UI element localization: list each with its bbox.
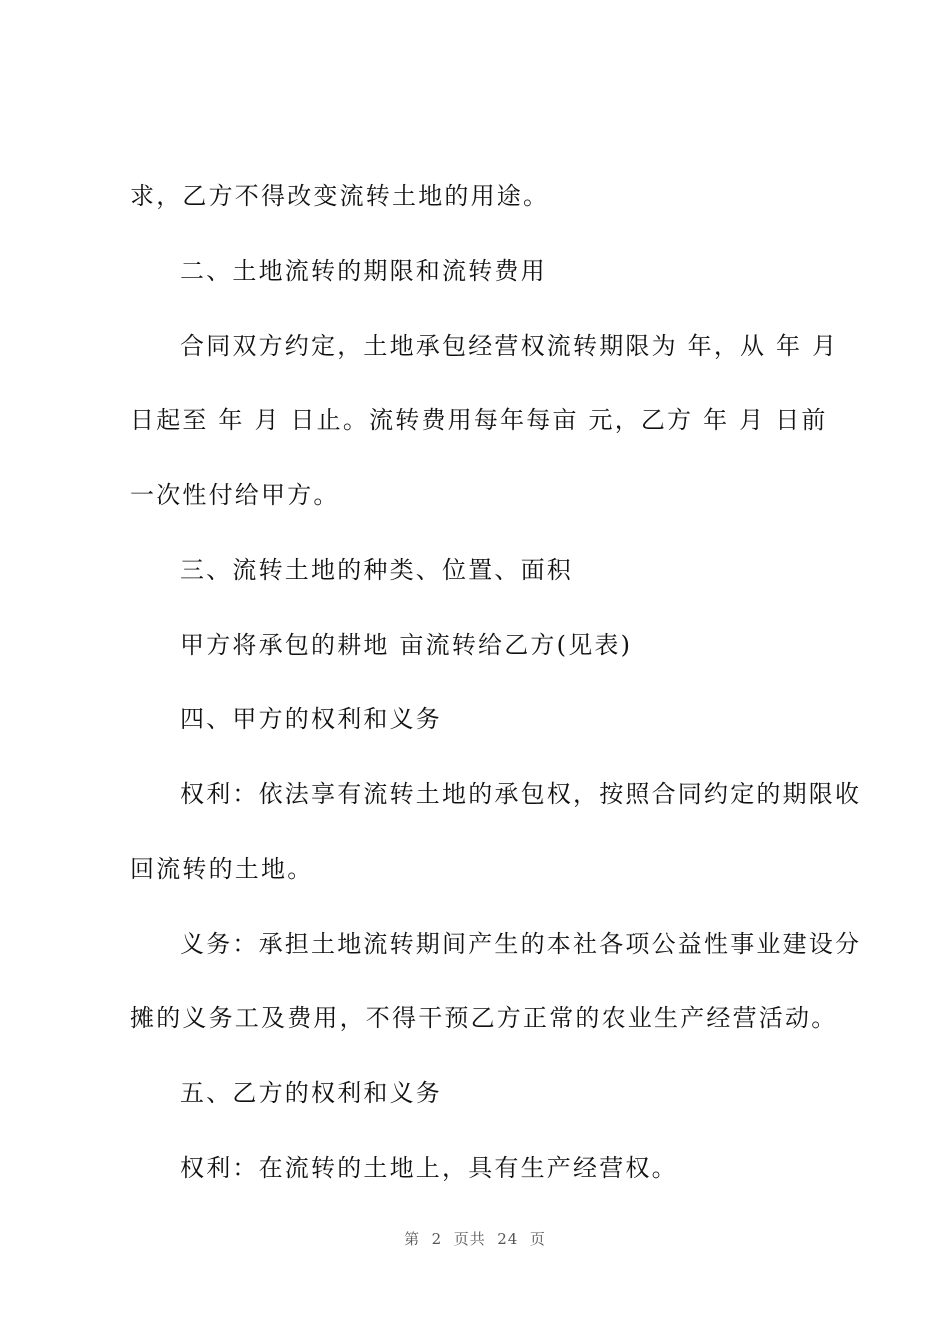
text-line: 甲方将承包的耕地 亩流转给乙方(见表) — [180, 631, 633, 659]
text-line: 权利：在流转的土地上，具有生产经营权。 — [180, 1154, 678, 1182]
text-line: 求，乙方不得改变流转土地的用途。 — [130, 182, 550, 210]
section-heading: 五、乙方的权利和义务 — [180, 1079, 442, 1107]
text-line: 义务：承担土地流转期间产生的本社各项公益性事业建设分 — [180, 930, 862, 958]
text-line: 回流转的土地。 — [130, 855, 314, 883]
text-line: 日起至 年 月 日止。流转费用每年每亩 元，乙方 年 月 日前 — [130, 406, 828, 434]
section-heading: 三、流转土地的种类、位置、面积 — [180, 556, 573, 584]
section-heading: 四、甲方的权利和义务 — [180, 705, 442, 733]
text-line: 一次性付给甲方。 — [130, 481, 340, 509]
text-line: 合同双方约定，土地承包经营权流转期限为 年，从 年 月 — [180, 332, 839, 360]
page-number-footer: 第 2 页共 24 页 — [404, 1230, 546, 1248]
text-line: 权利：依法享有流转土地的承包权，按照合同约定的期限收 — [180, 780, 862, 808]
text-line: 摊的义务工及费用，不得干预乙方正常的农业生产经营活动。 — [130, 1004, 838, 1032]
section-heading: 二、土地流转的期限和流转费用 — [180, 257, 547, 285]
